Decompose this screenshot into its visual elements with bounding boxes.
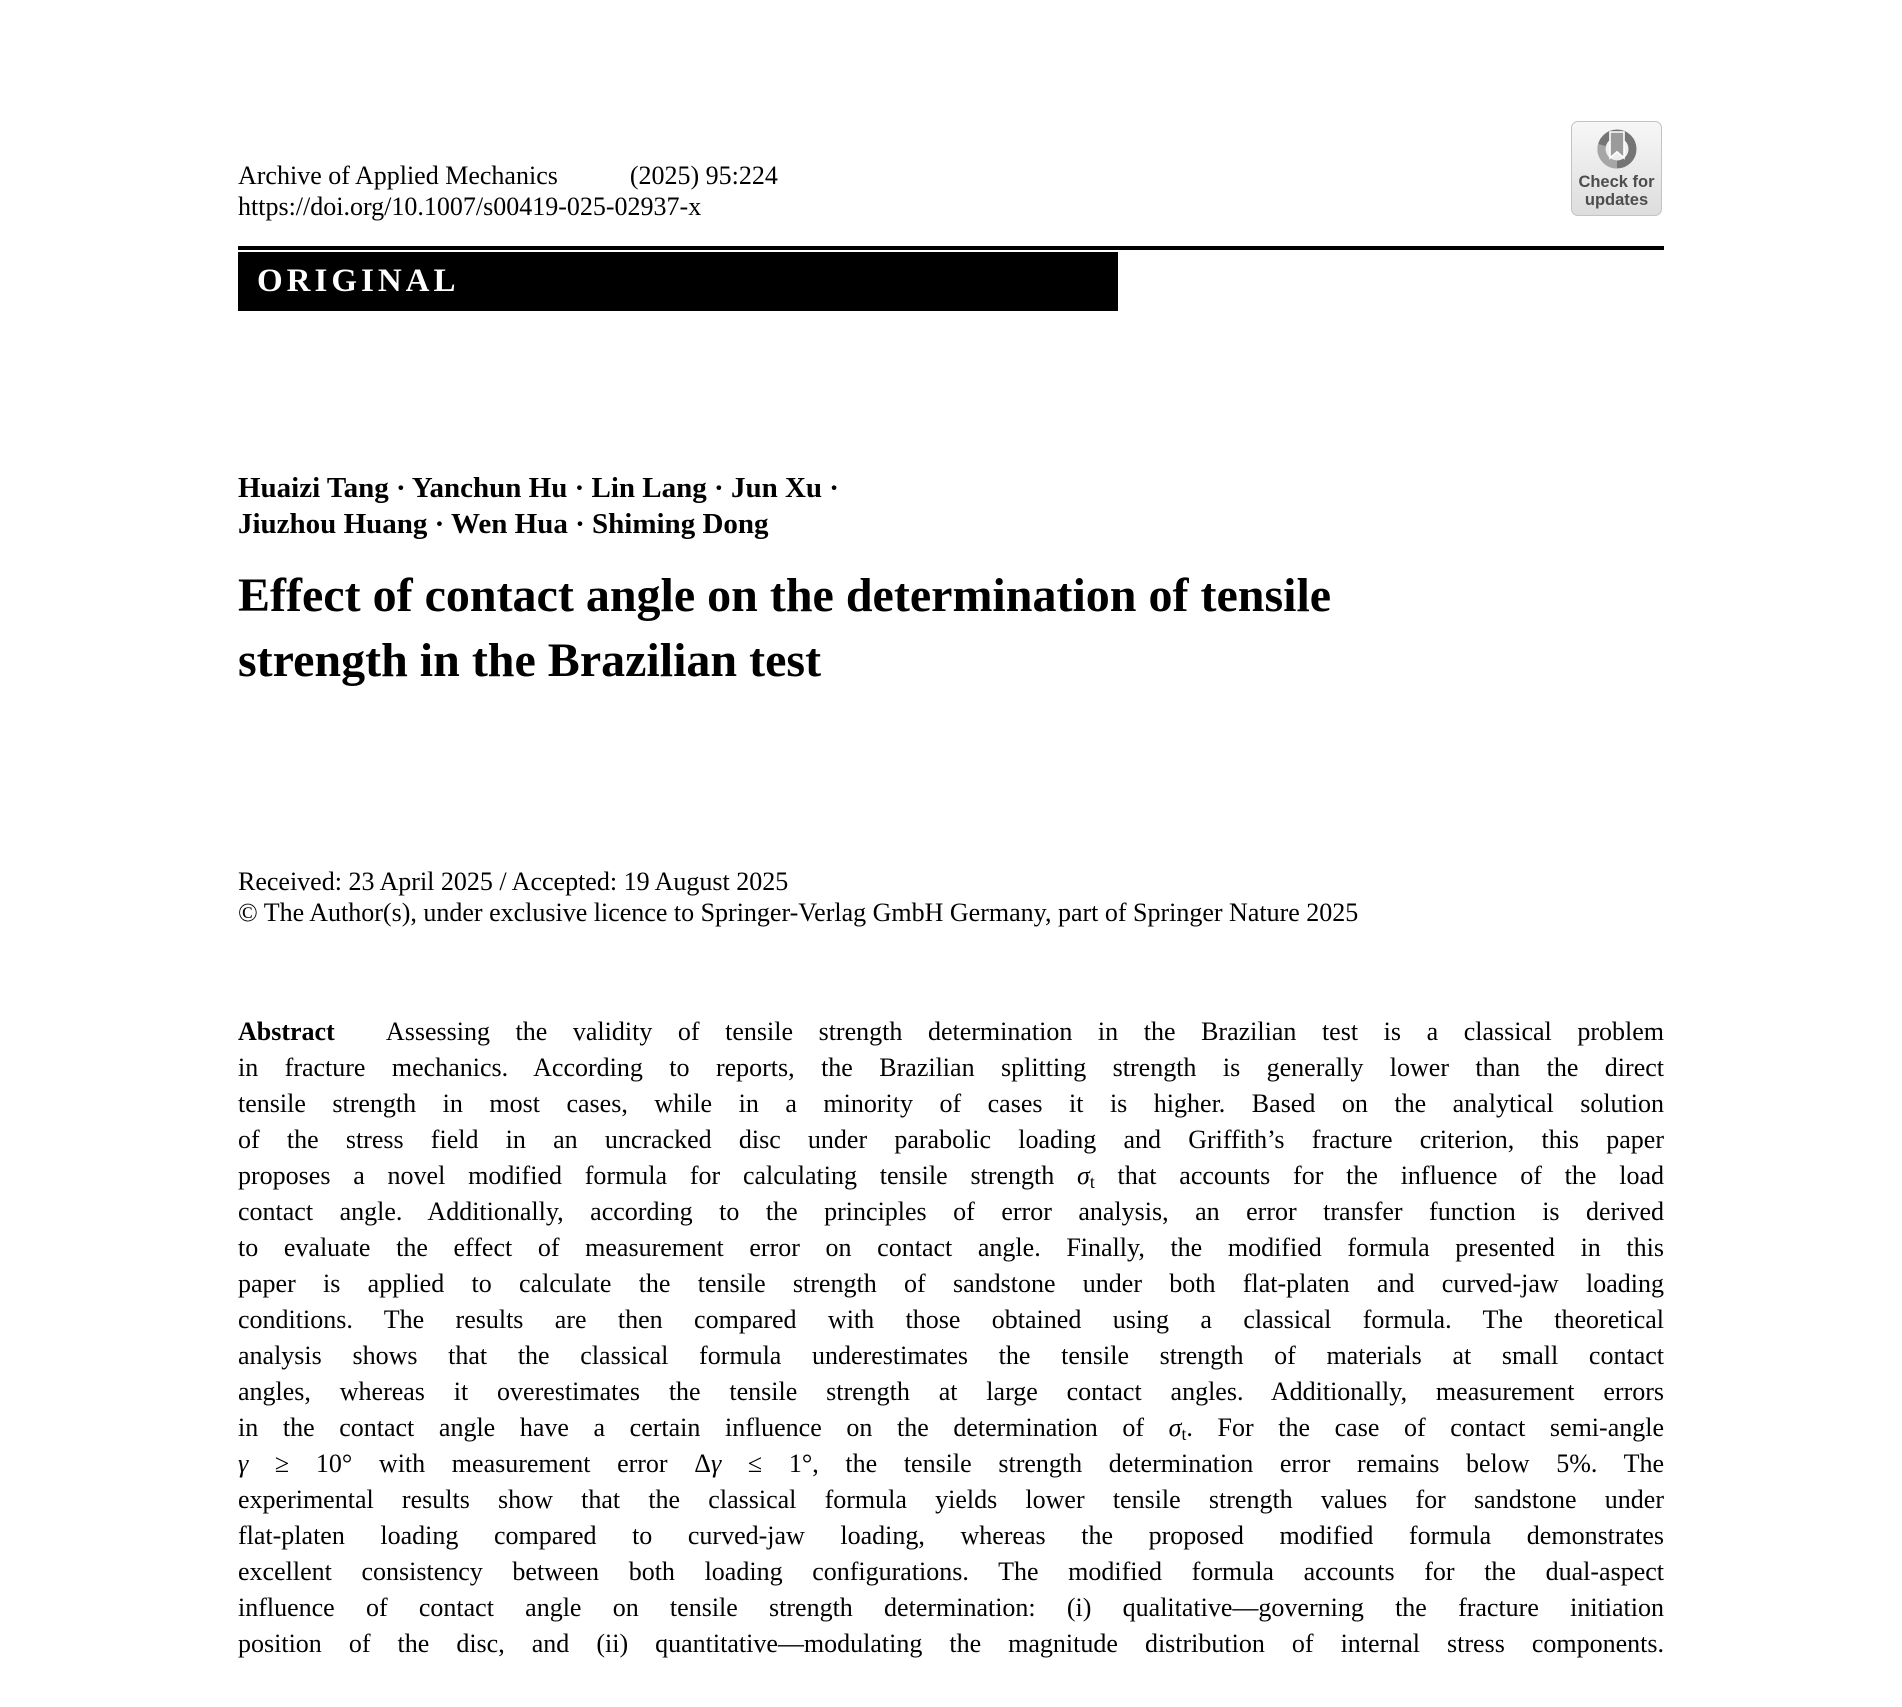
author-line-1: Huaizi Tang · Yanchun Hu · Lin Lang · Jun Xu · (238, 472, 839, 504)
copyright-line: © The Author(s), under exclusive licence to Springer-Verlag GmbH Germany, part of Springer Nature 2025 (238, 898, 1359, 927)
abstract-line: tensile strength in most cases, while in a minority of cases it is higher. Based on the analytical solution (238, 1089, 1664, 1118)
original-banner (238, 252, 1118, 311)
abstract-line: of the stress field in an uncracked disc under parabolic loading and Griffith’s fracture criterion, this paper (238, 1125, 1664, 1154)
abstract-line: influence of contact angle on tensile strength determination: (i) qualitative—governing the fracture initiation (238, 1593, 1664, 1622)
paper-title-line2: strength in the Brazilian test (238, 634, 822, 687)
header-rule (238, 246, 1664, 250)
abstract-line: γ ≥ 10° with measurement error Δγ ≤ 1°, the tensile strength determination error remains below 5%. The (238, 1449, 1664, 1478)
abstract-line: contact angle. Additionally, according to the principles of error analysis, an error transfer function is derived (238, 1197, 1664, 1226)
abstract-line: paper is applied to calculate the tensile strength of sandstone under both flat-platen and curved-jaw loading (238, 1269, 1664, 1298)
abstract-line: angles, whereas it overestimates the tensile strength at large contact angles. Additionally, measurement errors (238, 1377, 1664, 1406)
paper-title (238, 563, 1718, 693)
journal-header (238, 160, 778, 222)
abstract (238, 1014, 1664, 1662)
abstract-line: Abstract Assessing the validity of tensile strength determination in the Brazilian test is a classical problem (238, 1017, 1664, 1046)
abstract-line: excellent consistency between both loading configurations. The modified formula accounts for the dual-aspect (238, 1557, 1664, 1586)
abstract-line: in fracture mechanics. According to reports, the Brazilian splitting strength is generally lower than the direct (238, 1053, 1664, 1082)
abstract-line: analysis shows that the classical formula underestimates the tensile strength of materials at small contact (238, 1341, 1664, 1370)
abstract-line: conditions. The results are then compared with those obtained using a classical formula. The theoretical (238, 1305, 1664, 1334)
abstract-line: proposes a novel modified formula for calculating tensile strength $\sigma_t$ that accounts for the influence of the load (238, 1161, 1664, 1192)
badge-label-line1: Check for (1578, 173, 1655, 191)
journal-citation-line (238, 160, 778, 191)
author-list (238, 470, 1664, 542)
badge-label-line2: updates (1584, 191, 1649, 209)
journal-citation: (2025) 95:224 (629, 161, 778, 190)
crossmark-bookmark-icon (1592, 127, 1642, 173)
received-accepted-line: Received: 23 April 2025 / Accepted: 19 August 2025 (238, 867, 789, 896)
abstract-line: in the contact angle have a certain influence on the determination of $\sigma_t$. For the case of contact semi-angle (238, 1413, 1664, 1444)
abstract-line: flat-platen loading compared to curved-jaw loading, whereas the proposed modified formula demonstrates (238, 1521, 1664, 1550)
abstract-line: experimental results show that the classical formula yields lower tensile strength values for sandstone under (238, 1485, 1664, 1514)
journal-name: Archive of Applied Mechanics (238, 161, 558, 190)
paper-title-line1: Effect of contact angle on the determination of tensile (238, 569, 1332, 622)
dates-block (238, 866, 1664, 928)
author-line-2: Jiuzhou Huang · Wen Hua · Shiming Dong (238, 508, 769, 540)
section-label: ORIGINAL (257, 263, 460, 299)
doi-link[interactable]: https://doi.org/10.1007/s00419-025-02937-x (238, 192, 702, 221)
abstract-line: to evaluate the effect of measurement error on contact angle. Finally, the modified formula presented in this (238, 1233, 1664, 1262)
abstract-line: position of the disc, and (ii) quantitative—modulating the magnitude distribution of internal stress components. (238, 1629, 1664, 1658)
check-for-updates-badge[interactable] (1571, 121, 1662, 216)
